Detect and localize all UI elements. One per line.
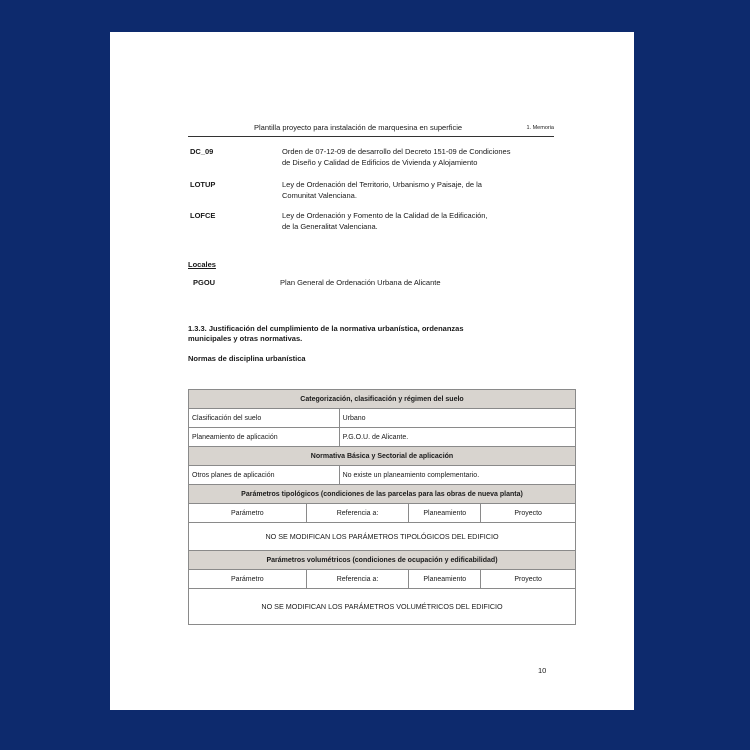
- definition-desc: [282, 146, 552, 168]
- document-page: [110, 32, 634, 710]
- definition-desc-line: de la Generalitat Valenciana.: [282, 222, 378, 231]
- table-column-headers: [189, 570, 576, 589]
- col-referencia: Referencia a:: [306, 570, 409, 589]
- definition-desc-line: Ley de Ordenación y Fomento de la Calidad de la Edificación,: [282, 211, 488, 220]
- cell-value: P.G.O.U. de Alicante.: [339, 428, 575, 447]
- page-number: 10: [538, 666, 547, 675]
- table-header-categorizacion: Categorización, clasificación y régimen del suelo: [189, 390, 576, 409]
- col-referencia: Referencia a:: [306, 504, 409, 523]
- definition-desc: Plan General de Ordenación Urbana de Alicante: [280, 278, 441, 287]
- definition-desc-line: de Diseño y Calidad de Edificios de Vivienda y Alojamiento: [282, 158, 478, 167]
- definition-abbr: LOFCE: [190, 211, 216, 220]
- cell-value: No existe un planeamiento complementario.: [339, 466, 575, 485]
- col-proyecto: Proyecto: [481, 570, 576, 589]
- definition-desc: [282, 179, 552, 201]
- table-header-volumetricos: Parámetros volumétricos (condiciones de ocupación y edificabilidad): [189, 551, 576, 570]
- col-parametro: Parámetro: [189, 570, 307, 589]
- col-planeamiento: Planeamiento: [409, 504, 481, 523]
- cell-label: Otros planes de aplicación: [189, 466, 340, 485]
- header-title: Plantilla proyecto para instalación de marquesina en superficie: [254, 123, 463, 132]
- definition-desc-line: Orden de 07-12-09 de desarrollo del Decreto 151-09 de Condiciones: [282, 147, 511, 156]
- header-section: 1. Memoria: [526, 125, 554, 131]
- col-planeamiento: Planeamiento: [409, 570, 481, 589]
- note-volumetricos: NO SE MODIFICAN LOS PARÁMETROS VOLUMÉTRICOS DEL EDIFICIO: [189, 589, 576, 625]
- cell-value: Urbano: [339, 409, 575, 428]
- page-header: [188, 122, 554, 137]
- col-proyecto: Proyecto: [481, 504, 576, 523]
- table-column-headers: [189, 504, 576, 523]
- table-header-normativa: Normativa Básica y Sectorial de aplicación: [189, 447, 576, 466]
- table-row: [189, 428, 576, 447]
- locales-heading: Locales: [188, 260, 216, 269]
- definition-desc-line: Comunitat Valenciana.: [282, 191, 357, 200]
- definition-desc: [282, 210, 552, 232]
- note-tipologicos: NO SE MODIFICAN LOS PARÁMETROS TIPOLÓGICOS DEL EDIFICIO: [189, 523, 576, 551]
- subheading: Normas de disciplina urbanística: [188, 354, 306, 363]
- section-heading-line: municipales y otras normativas.: [188, 334, 303, 343]
- table-row: [189, 409, 576, 428]
- urban-norms-table: [188, 389, 576, 625]
- section-heading-line: 1.3.3. Justificación del cumplimiento de la normativa urbanística, ordenanzas: [188, 324, 464, 333]
- cell-label: Planeamiento de aplicación: [189, 428, 340, 447]
- table-header-tipologicos: Parámetros tipológicos (condiciones de las parcelas para las obras de nueva planta): [189, 485, 576, 504]
- definition-abbr: DC_09: [190, 147, 214, 156]
- cell-label: Clasificación del suelo: [189, 409, 340, 428]
- definition-desc-line: Ley de Ordenación del Territorio, Urbanismo y Paisaje, de la: [282, 180, 482, 189]
- section-heading: [188, 324, 518, 344]
- definition-abbr: LOTUP: [190, 180, 216, 189]
- table-row: [189, 466, 576, 485]
- col-parametro: Parámetro: [189, 504, 307, 523]
- definition-abbr: PGOU: [193, 278, 216, 287]
